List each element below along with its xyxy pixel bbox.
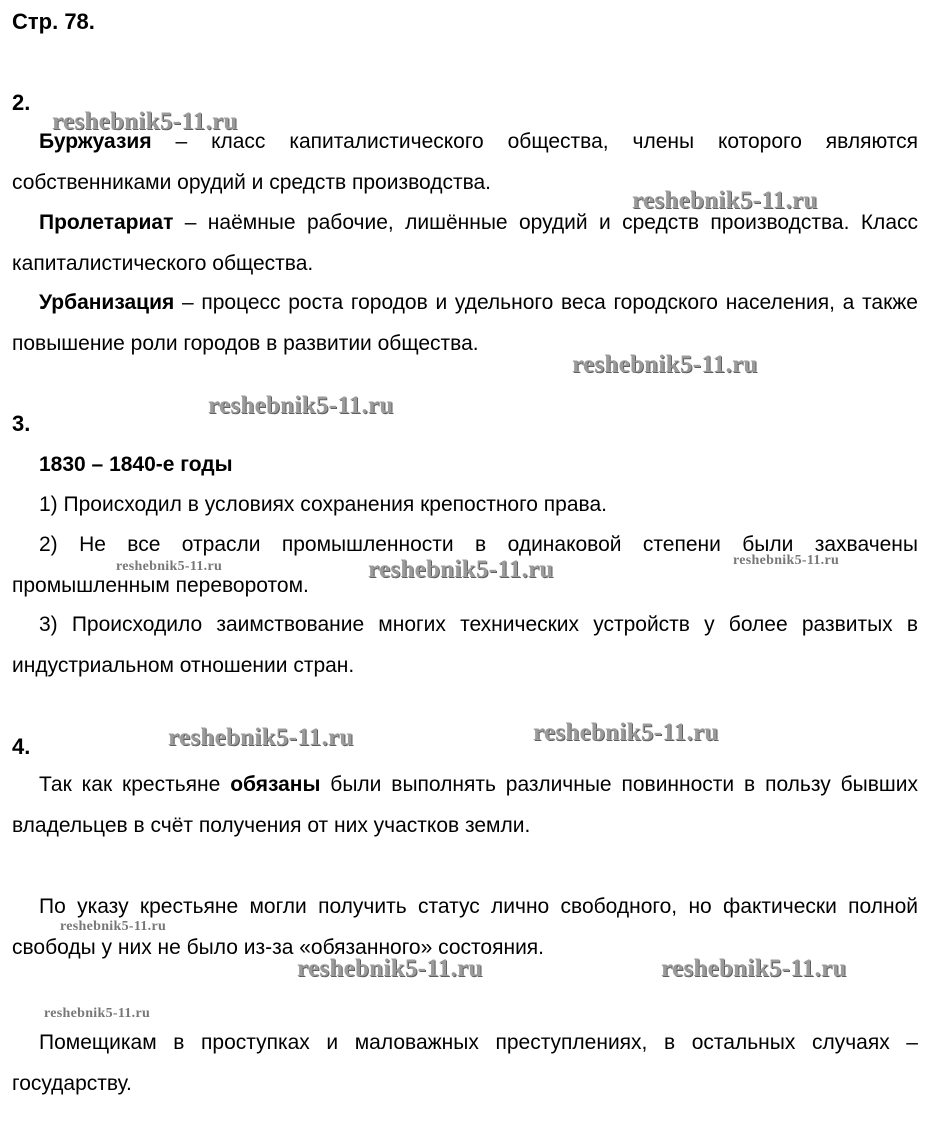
definition-urbanization: [12, 282, 918, 364]
watermark: reshebnik5-11.ru: [632, 187, 818, 214]
section-4-paragraph-3-text: Помещикам в проступках и маловажных преступлениях, в остальных случаях – государству.: [12, 1031, 918, 1095]
watermark: reshebnik5-11.ru: [208, 392, 394, 419]
definition-proletariat-text: – наёмные рабочие, лишённые орудий и средств производства. Класс капиталистического общества.: [12, 211, 918, 275]
watermark: reshebnik5-11.ru: [116, 559, 223, 574]
task-number-2: 2.: [12, 90, 31, 115]
term-proletariat: Пролетариат: [39, 211, 174, 234]
task-number-3: 3.: [12, 411, 31, 436]
task-number-4: 4.: [12, 734, 31, 759]
definition-urbanization-text: – процесс роста городов и удельного веса городского населения, а также повышение роли городов в развитии общества.: [12, 291, 918, 355]
section-4-paragraph-1-end: были выполнять различные повинности в пользу бывших владельцев в счёт получения от них участков земли.: [12, 773, 918, 837]
section-4-paragraph-3: [12, 1022, 918, 1104]
term-bourgeoisie: Буржуазия: [39, 130, 152, 153]
section-3-heading: [12, 444, 918, 485]
watermark: reshebnik5-11.ru: [44, 1006, 151, 1021]
section-4-paragraph-2-text: По указу крестьяне могли получить статус лично свободного, но фактически полной свободы у них не было из-за «обязанного» состояния.: [12, 895, 918, 959]
watermark: reshebnik5-11.ru: [533, 719, 719, 746]
watermark: reshebnik5-11.ru: [168, 724, 354, 751]
term-urbanization: Урбанизация: [39, 291, 175, 314]
list-item-2-text: 2) Не все отрасли промышленности в одинаковой степени были захвачены промышленным переворотом.: [12, 533, 918, 597]
list-item-1-text: 1) Происходил в условиях сохранения крепостного права.: [39, 493, 607, 516]
watermark: reshebnik5-11.ru: [572, 351, 758, 378]
section-4-paragraph-1: [12, 764, 918, 846]
page-label: Стр. 78.: [12, 9, 95, 34]
watermark: reshebnik5-11.ru: [368, 556, 554, 583]
section-4-paragraph-1-bold: обязаны: [230, 773, 321, 796]
watermark: reshebnik5-11.ru: [60, 919, 167, 934]
watermark: reshebnik5-11.ru: [52, 108, 238, 135]
section-4-paragraph-1-start: Так как крестьяне: [39, 773, 231, 796]
list-item-1: [12, 484, 918, 525]
watermark: reshebnik5-11.ru: [661, 955, 847, 982]
watermark: reshebnik5-11.ru: [733, 553, 840, 568]
section-3-heading-text: 1830 – 1840-е годы: [39, 453, 233, 476]
definition-bourgeoisie-text: – класс капиталистического общества, члены которого являются собственниками орудий и средств производства.: [12, 130, 918, 194]
watermark: reshebnik5-11.ru: [297, 955, 483, 982]
list-item-3: [12, 604, 918, 686]
list-item-3-text: 3) Происходило заимствование многих технических устройств у более развитых в индустриальном отношении стран.: [12, 613, 918, 677]
